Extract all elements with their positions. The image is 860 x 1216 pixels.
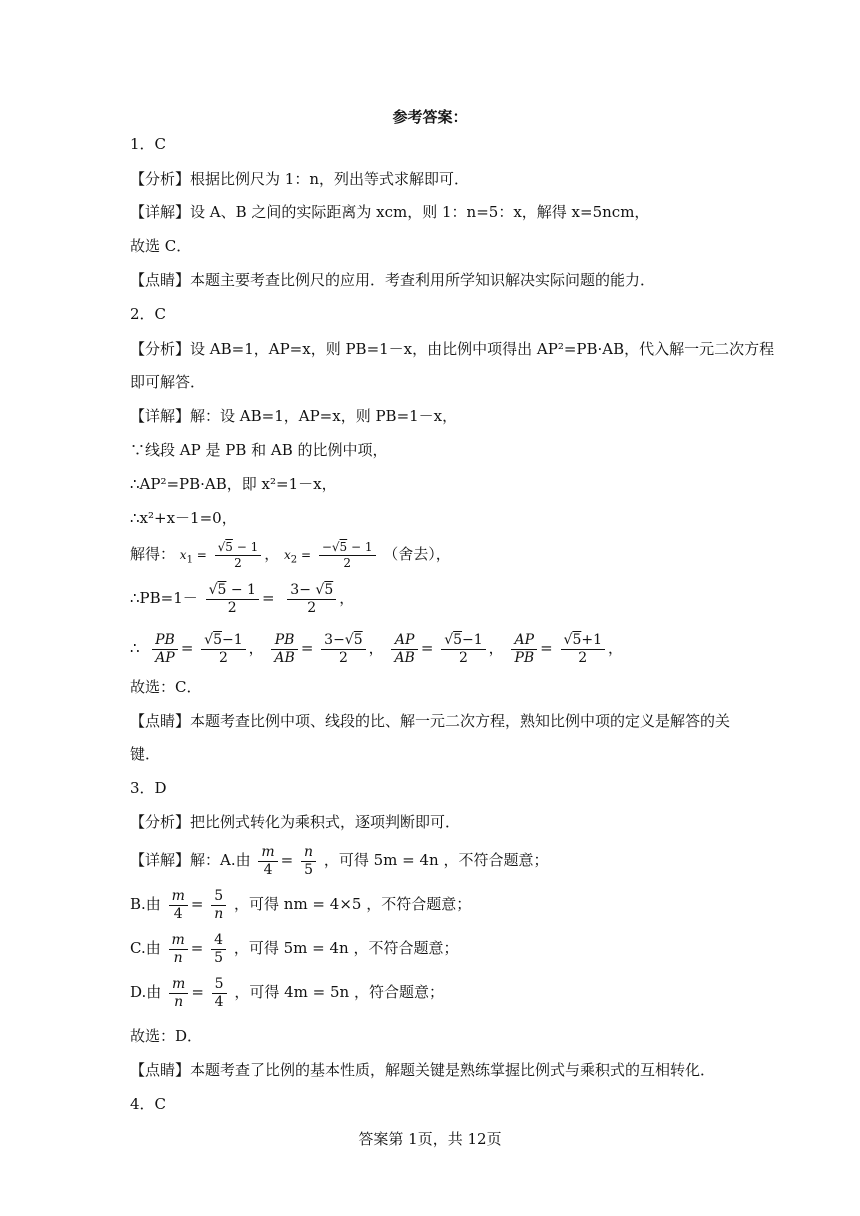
q3-option-d: D.由 $\frac{m}{n}$ = $\frac{5}{4}$ ，可得 4m = 5n ，符合题意；	[130, 975, 444, 1010]
q3-a-prefix: 【详解】解：A.由	[130, 851, 251, 869]
ratio-ap-ab: $\frac{AP}{AB}$	[391, 632, 417, 667]
q2-comment-line1: 【点睛】本题考查比例中项、线段的比、解一元二次方程，熟知比例中项的定义是解答的关	[130, 712, 731, 730]
q2-step-2: ∴AP²=PB·AB，即 x²=1－x，	[130, 475, 337, 493]
q3-a-frac1: $\frac{m}{4}$	[258, 844, 277, 879]
q3-b-frac2: $\frac{5}{n}$	[211, 888, 226, 923]
ratio-pb-ap-val: $\frac{√5-1}{2}$	[201, 632, 245, 667]
q3-d-result: ，可得 4m = 5n ，符合题意；	[234, 983, 444, 1001]
q4-number: 4．C	[130, 1095, 167, 1113]
q2-solve-prefix: 解得：	[130, 545, 176, 563]
pb-fraction-a: $\frac{√5 - 1}{2}$	[206, 582, 259, 617]
q3-analysis: 【分析】把比例式转化为乘积式，逐项判断即可．	[130, 813, 461, 831]
q2-therefore: ∴	[130, 639, 140, 657]
ratio-ap-ab-val: $\frac{√5-1}{2}$	[441, 632, 485, 667]
q2-ratios: ∴ $\frac{PB}{AP}$ = $\frac{√5-1}{2}$ ， $\frac{PB}{AB}$ = $\frac{3-√5}{2}$ ， $\frac{AP}{AB}$ = $\frac{√5-1}{2}$ ， $\frac{AP}{PB}$ = $\frac{√5+1}{2}$ ，	[130, 631, 624, 666]
q2-detail: 【详解】解：设 AB=1，AP=x，则 PB=1－x，	[130, 407, 458, 425]
q2-analysis-line1: 【分析】设 AB=1，AP=x，则 PB=1－x，由比例中项得出 AP²=PB·AB，代入解一元二次方程	[130, 340, 775, 358]
q3-option-a: 【详解】解：A.由 $\frac{m}{4}$ = $\frac{n}{5}$ ，可得 5m = 4n ，不符合题意；	[130, 843, 549, 878]
page-footer: 答案第 1页，共 12页	[358, 1130, 502, 1148]
q3-option-c: C.由 $\frac{m}{n}$ = $\frac{4}{5}$ ，可得 5m = 4n ，不符合题意；	[130, 931, 459, 966]
q3-b-frac1: $\frac{m}{4}$	[169, 888, 188, 923]
x1-label: $x_1$ =	[179, 548, 207, 566]
q2-solve-suffix: （舍去），	[383, 545, 451, 563]
q3-c-frac1: $\frac{m}{n}$	[169, 932, 188, 967]
q1-number: 1．C	[130, 135, 167, 153]
q2-pb-prefix: ∴PB=1－	[130, 589, 198, 607]
q3-c-frac2: $\frac{4}{5}$	[211, 932, 226, 967]
ratio-pb-ab: $\frac{PB}{AB}$	[271, 632, 297, 667]
q3-comment: 【点睛】本题考查了比例的基本性质，解题关键是熟练掌握比例式与乘积式的互相转化．	[130, 1061, 716, 1079]
q3-a-result: ，可得 5m = 4n ，不符合题意；	[323, 851, 549, 869]
x1-fraction: $\frac{√5 - 1}{2}$	[215, 540, 262, 571]
q3-c-prefix: C.由	[130, 939, 161, 957]
q3-d-prefix: D.由	[130, 983, 162, 1001]
q2-conclusion: 故选：C．	[130, 678, 202, 696]
q3-c-result: ，可得 5m = 4n ，不符合题意；	[233, 939, 459, 957]
ratio-ap-pb-val: $\frac{√5+1}{2}$	[561, 632, 605, 667]
q2-number: 2．C	[130, 305, 167, 323]
q1-analysis: 【分析】根据比例尺为 1：n，列出等式求解即可．	[130, 170, 469, 188]
x2-label: $x_2$ =	[284, 548, 312, 566]
q3-d-frac2: $\frac{5}{4}$	[212, 976, 227, 1011]
ratio-pb-ab-val: $\frac{3-√5}{2}$	[321, 632, 365, 667]
q1-conclusion: 故选 C．	[130, 237, 192, 255]
ratio-ap-pb: $\frac{AP}{PB}$	[511, 632, 537, 667]
q3-conclusion: 故选：D．	[130, 1027, 203, 1045]
q2-solutions: 解得： $x_1$ = $\frac{√5 - 1}{2}$ ， $x_2$ = $\frac{-√5 - 1}{2}$ （舍去），	[130, 539, 451, 570]
q2-pb-value: ∴PB=1－ $\frac{√5 - 1}{2}$ = $\frac{3- √5}{2}$ ，	[130, 581, 355, 616]
q3-number: 3．D	[130, 779, 167, 797]
page-title: 参考答案：	[392, 108, 468, 126]
q3-b-result: ，可得 nm = 4×5 ，不符合题意；	[234, 895, 472, 913]
q2-step-3: ∴x²+x－1=0，	[130, 509, 237, 527]
x2-fraction: $\frac{-√5 - 1}{2}$	[319, 540, 376, 571]
q2-comment-line2: 键．	[130, 745, 161, 763]
q3-option-b: B.由 $\frac{m}{4}$ = $\frac{5}{n}$ ，可得 nm = 4×5 ，不符合题意；	[130, 887, 472, 922]
q3-a-frac2: $\frac{n}{5}$	[301, 844, 316, 879]
q3-d-frac1: $\frac{m}{n}$	[169, 976, 188, 1011]
ratio-pb-ap: $\frac{PB}{AP}$	[152, 632, 178, 667]
q2-analysis-line2: 即可解答．	[130, 373, 206, 391]
q3-b-prefix: B.由	[130, 895, 161, 913]
pb-fraction-b: $\frac{3- √5}{2}$	[287, 582, 336, 617]
q2-step-1: ∵线段 AP 是 PB 和 AB 的比例中项，	[130, 441, 388, 459]
q1-comment: 【点睛】本题主要考查比例尺的应用．考查利用所学知识解决实际问题的能力．	[130, 271, 656, 289]
q1-detail: 【详解】设 A、B 之间的实际距离为 xcm，则 1：n=5：x，解得 x=5ncm，	[130, 203, 650, 221]
